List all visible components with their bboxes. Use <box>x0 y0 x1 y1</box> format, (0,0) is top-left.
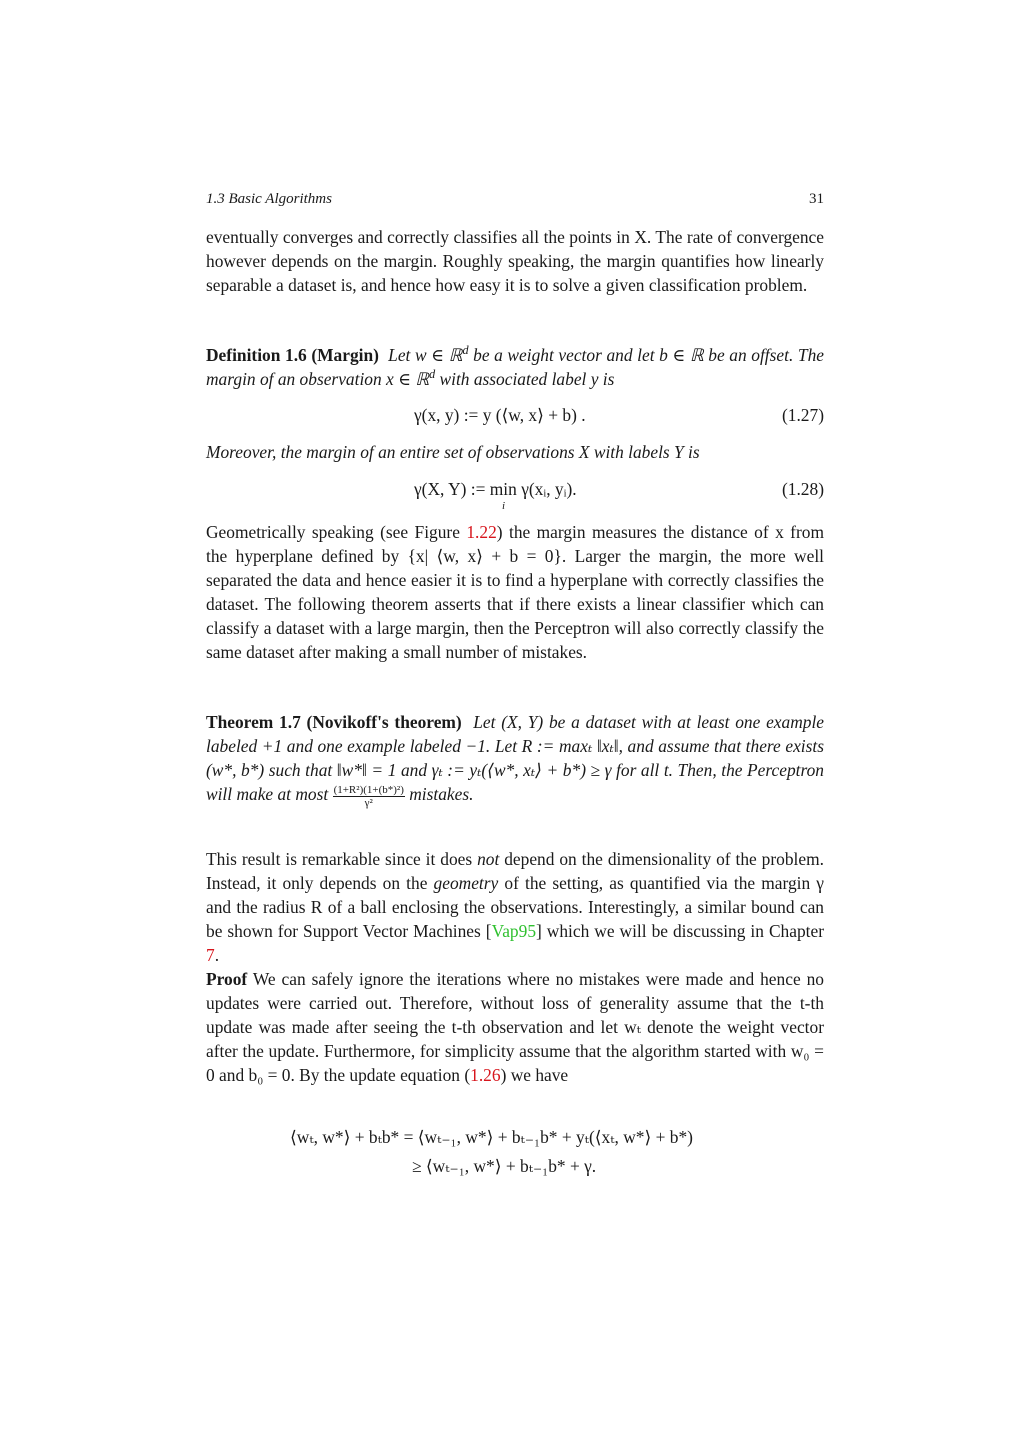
citation-link[interactable]: Vap95 <box>491 921 537 941</box>
equation-update-line-2: ≥ ⟨wₜ₋₁, w*⟩ + bₜ₋₁b* + γ. <box>412 1156 597 1176</box>
theorem-label: Theorem 1.7 (Novikoff's theorem) <box>206 712 462 732</box>
equation-1-27 <box>206 403 824 427</box>
running-header <box>206 191 824 208</box>
proof-paragraph: Proof We can safely ignore the iterations where no mistakes were made and hence no updates were carried out. Therefore, without loss of generality assume that the t-th update was made after seeing the t-th observation and let wₜ denote the weight vector after the update. Furthermore, for simplicity assume that the algorithm started with w₀ = 0 and b₀ = 0. By the update equation (1.26) we have <box>206 969 824 1085</box>
proof-label: Proof <box>206 969 248 989</box>
definition-moreover: Moreover, the margin of an entire set of observations X with labels Y is <box>206 442 700 462</box>
page-number: 31 <box>809 191 824 207</box>
section-title: 1.3 Basic Algorithms <box>206 191 332 207</box>
equation-number: (1.27) <box>781 405 824 425</box>
mistake-bound-fraction: $\frac{\text{(1+R²)(1+(b*)²)}}{\text{γ²}}$ <box>333 783 404 809</box>
figure-link[interactable]: 1.22 <box>466 522 497 542</box>
equation-update-line-1: ⟨wₜ, w*⟩ + bₜb* = ⟨wₜ₋₁, w*⟩ + bₜ₋₁b* + yₜ(⟨xₜ, w*⟩ + b*) <box>290 1127 693 1147</box>
chapter-link[interactable]: 7 <box>206 945 215 965</box>
theorem-novikoff: Theorem 1.7 (Novikoff's theorem) Let (X, Y) be a dataset with at least one example labeled +1 and one example labeled −1. Let R := maxₜ ‖xₜ‖, and assume that there exists (w*, b*) such that ‖w*‖ = 1 and γₜ := yₜ(⟨w*, xₜ⟩ + b*) ≥ γ for all t. Then, the Perceptron will make at most $\frac{\text{(1+R²)(1+(b*)²)}}{\text{γ²}}$ mistakes. <box>206 712 825 809</box>
paragraph-geometry: Geometrically speaking (see Figure 1.22) the margin measures the distance of x from the hyperplane defined by {x| ⟨w, x⟩ + b = 0}. Larger the margin, the more well separated the data and hence easier it is to find a hyperplane with correctly classifies the dataset. The following theorem asserts that if there exists a linear classifier which can classify a dataset with a large margin, then the Perceptron will also correctly classify the same dataset after making a small number of mistakes. <box>206 522 824 662</box>
equation-1-28 <box>206 477 824 512</box>
equation-link[interactable]: 1.26 <box>470 1065 501 1085</box>
paragraph-intro: eventually converges and correctly classifies all the points in X. The rate of convergence however depends on the margin. Roughly speaking, the margin quantifies how linearly separable a dataset is, and hence how easy it is to solve a given classification problem. <box>206 227 824 295</box>
definition-margin: Definition 1.6 (Margin) Let w ∈ ℝ$^d$ be a weight vector and let b ∈ ℝ be an offset. The margin of an observation x ∈ ℝ$^d$ with associated label y is <box>206 343 824 389</box>
definition-label: Definition 1.6 (Margin) <box>206 345 379 365</box>
equation-body: γ(x, y) := y (⟨w, x⟩ + b) . <box>414 405 586 425</box>
paragraph-remark: This result is remarkable since it does not depend on the dimensionality of the problem. Instead, it only depends on the geometry of the setting, as quantified via the margin γ and the radius R of a ball enclosing the observations. Interestingly, a similar bound can be shown for Support Vector Machines [Vap95] which we will be discussing in Chapter 7. <box>206 849 824 965</box>
equation-number: (1.28) <box>781 479 824 499</box>
equation-body: γ(X, Y) := min i γ(xᵢ, yᵢ). <box>414 479 577 512</box>
